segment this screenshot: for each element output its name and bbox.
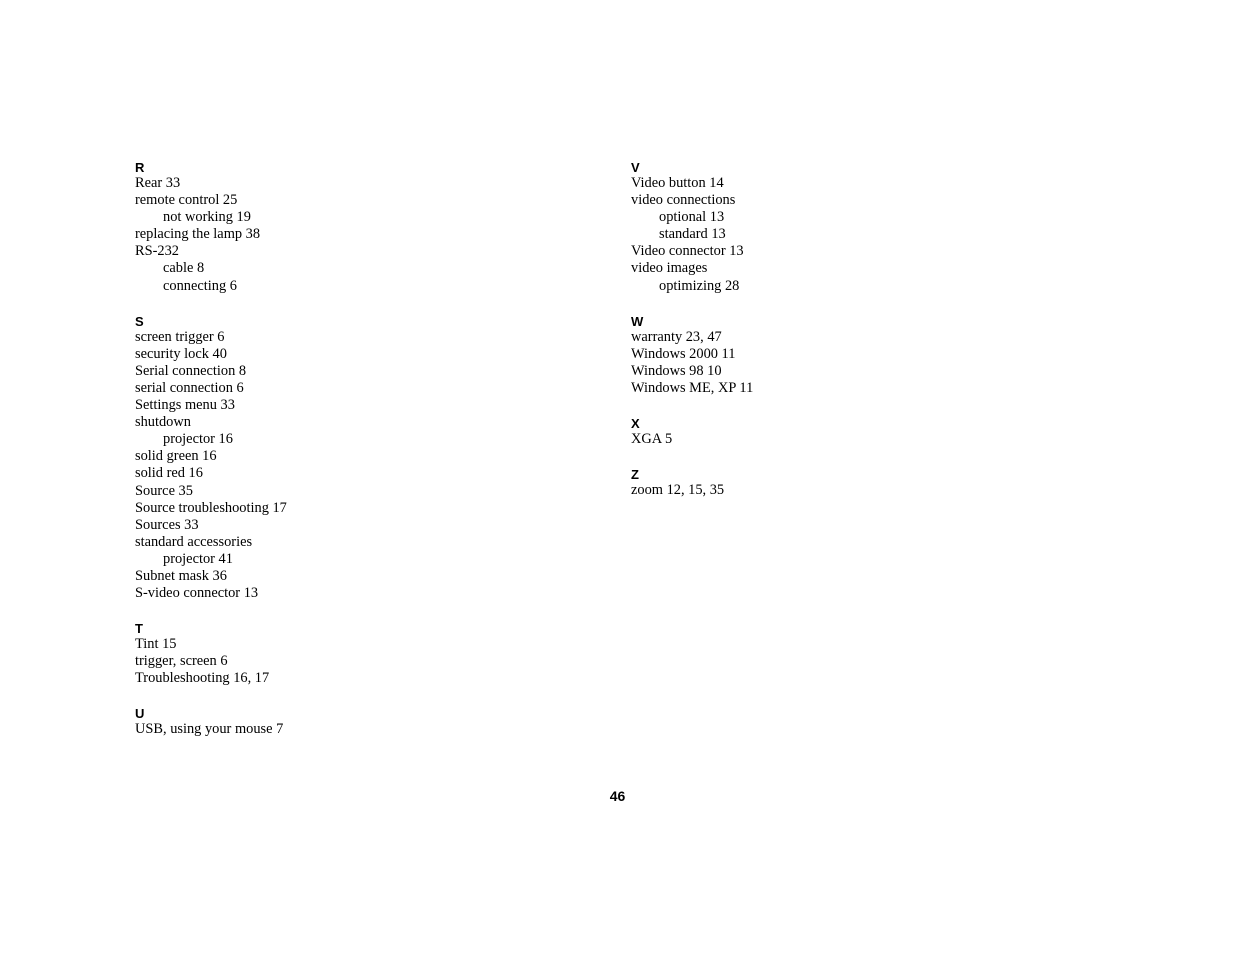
index-subentry: projector 16 bbox=[163, 431, 233, 448]
index-entry: security lock 40 bbox=[135, 345, 227, 362]
index-subentry: projector 41 bbox=[163, 550, 233, 567]
index-entry: shutdown bbox=[135, 414, 191, 431]
index-subentry: optimizing 28 bbox=[659, 277, 740, 294]
index-section-s bbox=[135, 312, 555, 603]
index-entry: Tint 15 bbox=[135, 636, 177, 653]
index-entry: trigger, screen 6 bbox=[135, 653, 228, 670]
index-entry: Windows ME, XP 11 bbox=[631, 379, 754, 396]
index-subentry: optional 13 bbox=[659, 209, 725, 226]
index-section-u bbox=[135, 704, 555, 738]
index-column-right bbox=[631, 158, 1051, 516]
index-entry: S-video connector 13 bbox=[135, 585, 259, 602]
index-entry: Troubleshooting 16, 17 bbox=[135, 670, 270, 687]
index-entry: warranty 23, 47 bbox=[631, 328, 722, 345]
index-entry: Source 35 bbox=[135, 482, 193, 499]
index-section-r bbox=[135, 158, 555, 295]
section-letter: T bbox=[135, 621, 143, 637]
index-subentry: connecting 6 bbox=[163, 277, 237, 294]
index-entry: RS-232 bbox=[135, 243, 179, 260]
index-entry: video images bbox=[631, 260, 708, 277]
section-letter: Z bbox=[631, 467, 639, 483]
index-subentry: standard 13 bbox=[659, 226, 726, 243]
index-section-z bbox=[631, 465, 1051, 499]
index-entry: Settings menu 33 bbox=[135, 397, 235, 414]
index-section-v bbox=[631, 158, 1051, 295]
index-entry: XGA 5 bbox=[631, 431, 673, 448]
index-entry: remote control 25 bbox=[135, 192, 238, 209]
index-section-w bbox=[631, 312, 1051, 397]
index-entry: USB, using your mouse 7 bbox=[135, 721, 284, 738]
index-entry: Rear 33 bbox=[135, 175, 181, 191]
index-entry: solid green 16 bbox=[135, 448, 217, 465]
index-entry: video connections bbox=[631, 192, 736, 209]
index-entry: Windows 98 10 bbox=[631, 362, 722, 379]
index-entry: Windows 2000 11 bbox=[631, 345, 736, 362]
index-entry: Subnet mask 36 bbox=[135, 567, 227, 584]
index-entry: serial connection 6 bbox=[135, 379, 244, 396]
index-column-left bbox=[135, 158, 555, 756]
index-entry: Video connector 13 bbox=[631, 243, 744, 260]
index-entry: Sources 33 bbox=[135, 516, 199, 533]
index-entry: replacing the lamp 38 bbox=[135, 226, 261, 243]
index-entry: zoom 12, 15, 35 bbox=[631, 482, 725, 499]
index-entry: screen trigger 6 bbox=[135, 328, 225, 345]
index-subentry: cable 8 bbox=[163, 260, 205, 277]
index-entry: Serial connection 8 bbox=[135, 362, 247, 379]
index-entry: Video button 14 bbox=[631, 175, 724, 191]
index-subentry: not working 19 bbox=[163, 209, 251, 226]
index-entry: standard accessories bbox=[135, 533, 253, 550]
section-letter: S bbox=[135, 313, 144, 329]
index-section-t bbox=[135, 619, 555, 687]
section-letter: R bbox=[135, 160, 145, 175]
index-entry: Source troubleshooting 17 bbox=[135, 499, 287, 516]
index-entry: solid red 16 bbox=[135, 465, 203, 482]
page-number: 46 bbox=[609, 788, 626, 804]
section-letter: V bbox=[631, 160, 640, 175]
index-section-x bbox=[631, 414, 1051, 448]
section-letter: W bbox=[631, 313, 644, 329]
section-letter: U bbox=[135, 706, 145, 722]
section-letter: X bbox=[631, 416, 640, 432]
